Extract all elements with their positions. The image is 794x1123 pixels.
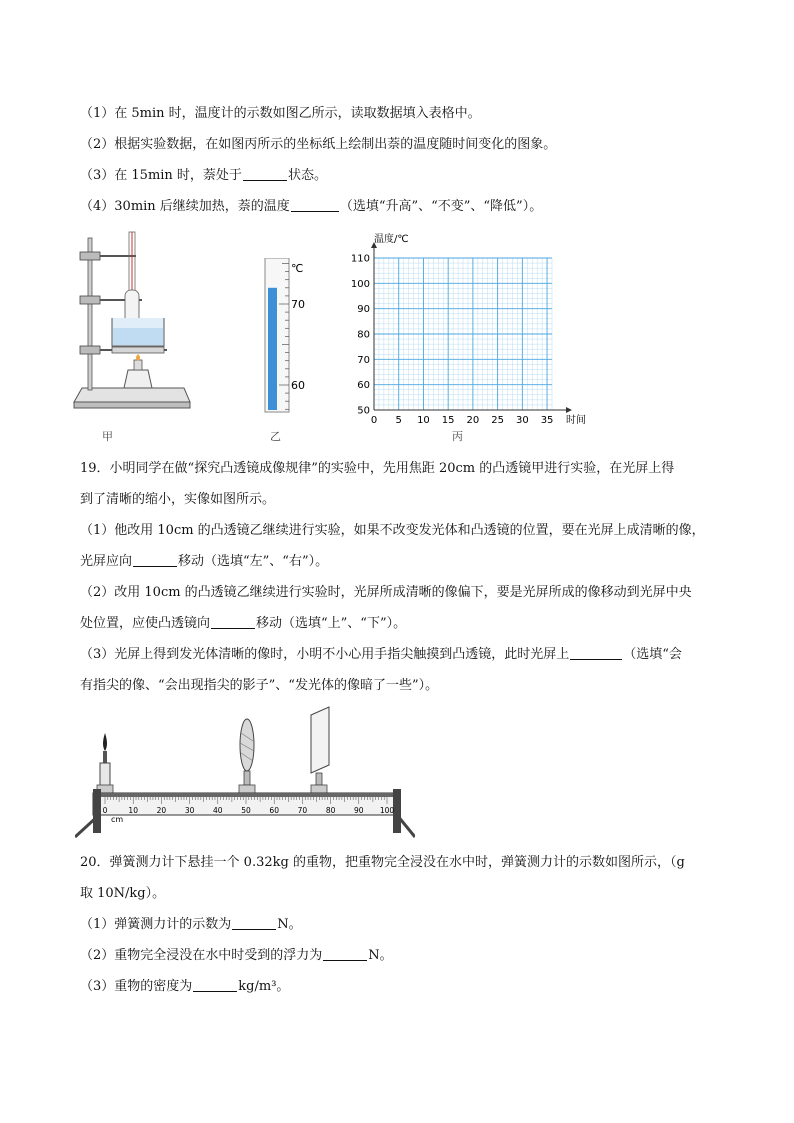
bench-tick-label: 10 [128,806,138,815]
thermometer-label-60: 60 [291,379,305,392]
caption-yi: 乙 [270,430,281,443]
chart-y-ticks [351,254,370,417]
q20-stem-line1: 20．弹簧测力计下悬挂一个 0.32kg 的重物，把重物完全浸没在水中时，弹簧测力计的示数如图所示，（g [80,855,685,870]
q19-sub1-text: 光屏应向 [80,554,133,569]
answer-blank[interactable] [193,979,237,992]
bench-tick-label: 90 [354,806,364,815]
y-tick-label: 110 [350,253,370,265]
thermometer-unit: ℃ [291,262,304,275]
thermometer-figure [255,258,315,416]
q18-sub2: （2）根据实验数据，在如图丙所示的坐标纸上绘制出萘的温度随时间变化的图象。 [80,137,557,152]
answer-blank[interactable] [291,199,339,212]
q18-sub3 [80,168,327,184]
q18-sub4-text: （4）30min 后继续加热，萘的温度 [80,199,290,214]
x-tick-label: 10 [417,415,430,426]
q19-sub2-line2 [80,616,406,632]
answer-blank[interactable] [133,554,177,567]
bench-tick-label: 60 [269,806,279,815]
bench-tick-label: 40 [213,806,223,815]
q20-stem-line2: 取 10N/kg）。 [80,886,166,901]
bench-tick-label: 50 [241,806,251,815]
q20-sub3-text: （3）重物的密度为 [80,979,193,994]
bench-tick-label: 20 [156,806,167,815]
chart-y-label: 温度/℃ [374,234,409,245]
x-tick-label: 20 [466,415,480,426]
x-tick-label: 0 [370,415,378,426]
y-tick-label: 100 [350,278,370,290]
caption-bing: 丙 [452,430,463,443]
q19-sub1-tail: 移动（选填“左”、“右”）。 [178,554,329,569]
q18-sub3-tail: 状态。 [287,168,327,183]
answer-blank[interactable] [570,647,622,660]
x-tick-label: 25 [491,415,504,426]
q19-stem-line2: 到了清晰的缩小，实像如图所示。 [80,492,276,507]
q20-sub1 [80,917,302,933]
answer-blank[interactable] [243,168,287,181]
y-tick-label: 70 [357,354,370,366]
bench-tick-label: 100 [379,806,395,815]
q18-sub4-tail: （选填“升高”、“不变”、“降低”）。 [339,199,543,214]
chart-x-ticks [371,415,554,426]
q18-sub1: （1）在 5min 时，温度计的示数如图乙所示，读取数据填入表格中。 [80,106,481,121]
answer-blank[interactable] [323,948,367,961]
x-tick-label: 5 [395,415,402,426]
temperature-time-chart [340,228,590,433]
q19-sub3-line1 [80,647,682,663]
y-tick-label: 80 [357,329,370,341]
q19-sub2-text: 处位置，应使凸透镜向 [80,616,211,631]
q20-sub1-text: （1）弹簧测力计的示数为 [80,917,232,932]
q20-sub1-tail: N。 [277,917,302,932]
y-tick-label: 50 [357,405,370,417]
q20-sub3 [80,979,289,995]
q19-sub3-line2: 有指尖的像、“会出现指尖的影子”、“发光体的像暗了一些”）。 [80,678,439,693]
q18-sub4 [80,199,542,215]
q19-sub2-line1: （2）改用 10cm 的凸透镜乙继续进行实验时，光屏所成清晰的像偏下，要是光屏所成的像移动到光屏中央 [80,585,692,600]
q19-sub2-tail: 移动（选填“上”、“下”）。 [256,616,407,631]
caption-jia: 甲 [102,430,113,443]
answer-blank[interactable] [232,917,276,930]
x-tick-label: 15 [441,415,455,426]
y-tick-label: 60 [357,380,370,392]
optical-bench-figure [75,705,415,840]
bench-tick-label: 0 [102,806,108,815]
y-tick-label: 90 [357,304,370,316]
chart-axes [371,242,572,413]
x-axis-arrow [566,407,572,413]
q19-sub3-tail: （选填“会 [623,647,682,662]
q20-sub2-text: （2）重物完全浸没在水中时受到的浮力为 [80,948,323,963]
bench-unit: cm [111,815,124,824]
q19-sub3-text: （3）光屏上得到发光体清晰的像时，小明不小心用手指尖触摸到凸透镜，此时光屏上 [80,647,570,662]
q20-sub3-tail: kg/m³。 [238,979,290,994]
bench-tick-label: 70 [297,806,308,815]
q20-sub2-tail: N。 [368,948,393,963]
q18-sub3-text: （3）在 15min 时，萘处于 [80,168,242,183]
q19-sub1-line1: （1）他改用 10cm 的凸透镜乙继续进行实验，如果不改变发光体和凸透镜的位置，要在光屏上成清晰的像， [80,523,705,538]
x-tick-label: 30 [515,415,529,426]
bench-tick-label: 30 [184,806,195,815]
bench-tick-label: 80 [325,806,336,815]
chart-x-label: 时间 [566,415,586,426]
mercury-column [268,288,277,410]
thermometer-label-70: 70 [291,298,305,311]
answer-blank[interactable] [211,616,255,629]
q19-stem-line1: 19．小明同学在做“探究凸透镜成像规律”的实验中，先用焦距 20cm 的凸透镜甲进行实验，在光屏上得 [80,461,675,476]
lab-stand-figure [72,230,192,415]
q20-sub2 [80,948,393,964]
q19-sub1-line2 [80,554,328,570]
x-tick-label: 35 [540,415,554,426]
